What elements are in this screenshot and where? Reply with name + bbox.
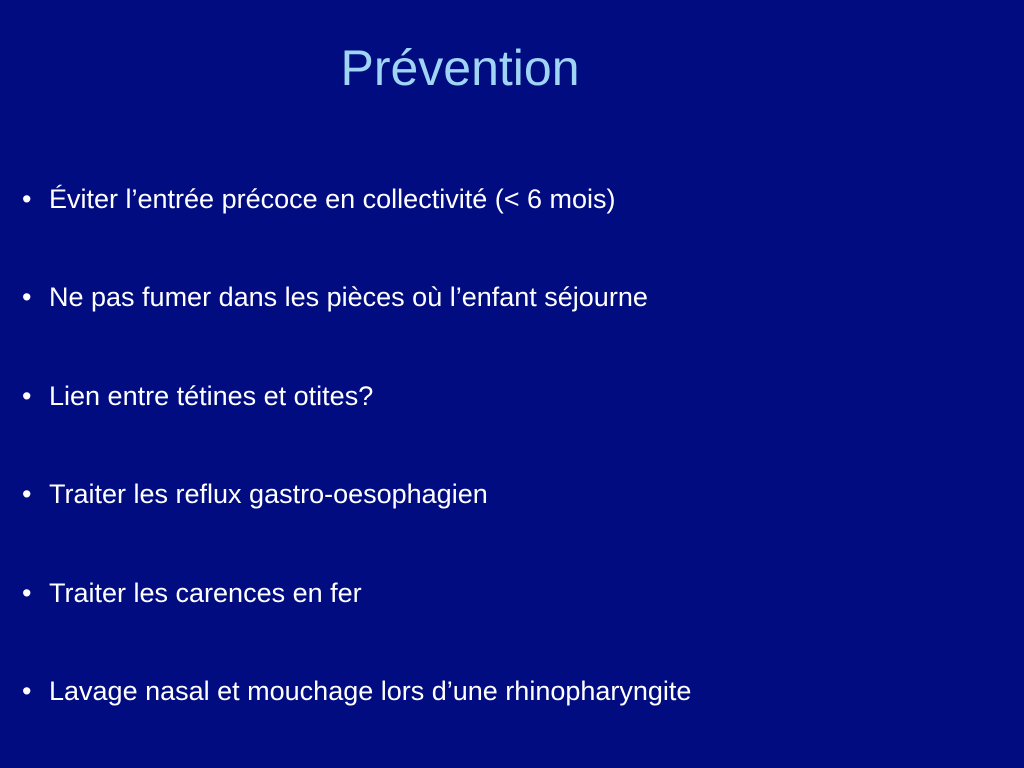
bullet-text: Ne pas fumer dans les pièces où l’enfant séjourne xyxy=(49,282,648,313)
bullet-text: Éviter l’entrée précoce en collectivité (< 6 mois) xyxy=(49,184,616,214)
bullet-icon: • xyxy=(22,184,32,214)
bullet-icon: • xyxy=(22,380,32,411)
bullet-icon: • xyxy=(22,577,32,608)
bullet-icon: • xyxy=(22,282,32,313)
bullet-text: Traiter les reflux gastro-oesophagien xyxy=(49,479,488,510)
bullet-text: Traiter les carences en fer xyxy=(49,577,362,608)
bullet-text: Lien entre tétines et otites? xyxy=(49,380,374,411)
bullet-icon: • xyxy=(22,479,32,510)
bullet-text: Lavage nasal et mouchage lors d’une rhinopharyngite xyxy=(49,675,692,706)
bullet-icon: • xyxy=(22,675,32,706)
slide-title: Prévention xyxy=(340,40,580,96)
